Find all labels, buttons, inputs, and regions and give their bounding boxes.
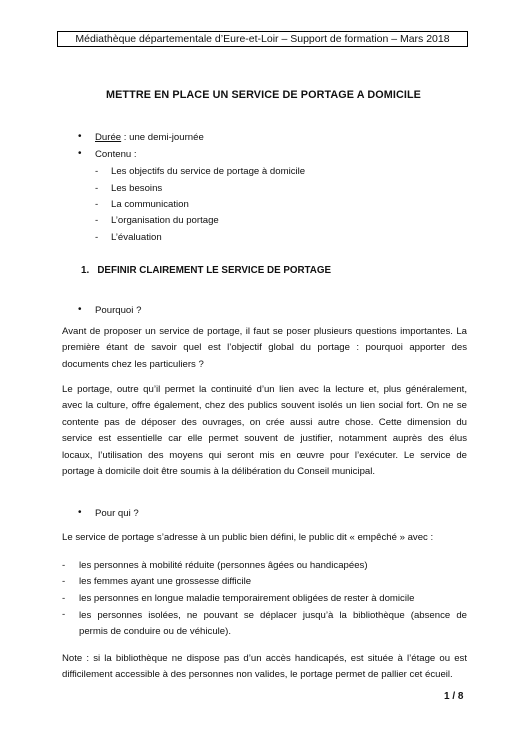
text-line: Le service de portage s’adresse à un public bien défini, le public dit « empêché » avec : xyxy=(62,532,434,543)
text-line: difficilement accessible à des personnes non valides, le portage permet de pallier cet écueil. xyxy=(62,669,453,681)
contenu-item: Les objectifs du service de portage à domicile xyxy=(111,166,306,177)
pourquoi-paragraph-1 xyxy=(62,324,467,373)
text-line: Avant de proposer un service de portage, il faut se poser plusieurs questions importantes. La xyxy=(62,326,467,337)
text-line: avec la culture, offre également, chez des publics souvent isolés un lien social fort. On ne se xyxy=(62,400,467,412)
section-number: 1. xyxy=(81,265,90,276)
contenu-item: L’évaluation xyxy=(111,232,162,243)
public-item: les femmes ayant une grossesse difficile xyxy=(79,576,252,587)
section-title: DEFINIR CLAIREMENT LE SERVICE DE PORTAGE xyxy=(97,265,332,276)
text-line: Le portage, outre qu’il permet la continuité d’un lien avec la lecture et, plus généralement, xyxy=(62,384,467,395)
text-line: locaux, l’utilisation des moyens qui seront mis en œuvre pour l’exécuter. Le service de xyxy=(62,449,467,461)
public-item: les personnes en longue maladie temporairement obligées de rester à domicile xyxy=(79,593,415,604)
dash-icon: - xyxy=(62,560,66,571)
section-heading xyxy=(81,265,331,276)
text-line: première étant de savoir quel est l’objectif global du portage : pourquoi apporter des xyxy=(62,342,467,354)
public-item: les personnes à mobilité réduite (personnes âgées ou handicapées) xyxy=(79,560,368,571)
bullet-icon: • xyxy=(78,507,82,518)
pourquoi-label: Pourquoi ? xyxy=(95,305,142,316)
dash-icon: - xyxy=(95,166,99,177)
public-item xyxy=(79,608,467,640)
dash-icon: - xyxy=(62,576,66,587)
text-line: portage à domicile doit être soumis à la délibération du Conseil municipal. xyxy=(62,466,376,478)
document-title: METTRE EN PLACE UN SERVICE DE PORTAGE A DOMICILE xyxy=(106,89,421,101)
duree-label: Durée xyxy=(95,132,122,143)
text-line: les personnes isolées, ne pouvant se déplacer jusqu’à la bibliothèque (absence de xyxy=(79,610,467,621)
dash-icon: - xyxy=(95,199,99,210)
dash-icon: - xyxy=(62,593,66,604)
contenu-item: L’organisation du portage xyxy=(111,215,219,226)
text-line: Note : si la bibliothèque ne dispose pas d’un accès handicapés, est située à l’étage ou est xyxy=(62,653,467,664)
text-line: permis de conduire ou de véhicule). xyxy=(79,626,231,637)
dash-icon: - xyxy=(95,215,99,226)
page-number: 1 / 8 xyxy=(444,691,464,702)
contenu-item: La communication xyxy=(111,199,189,210)
pourqui-intro xyxy=(62,530,467,546)
text-line: contente pas de déposer des ouvrages, on crée aussi autre chose. Cette dimension du xyxy=(62,416,467,428)
pourquoi-paragraph-2 xyxy=(62,382,467,480)
pourqui-label: Pour qui ? xyxy=(95,508,139,519)
bullet-icon: • xyxy=(78,148,82,159)
text-line: service est essentielle car elle permet souvent de justifier, notamment auprès des élus xyxy=(62,433,467,445)
contenu-label: Contenu : xyxy=(95,149,137,160)
bullet-icon: • xyxy=(78,304,82,315)
contenu-item: Les besoins xyxy=(111,183,163,194)
duree-line xyxy=(95,132,204,143)
dash-icon: - xyxy=(95,232,99,243)
note-paragraph xyxy=(62,651,467,684)
duree-value: : une demi-journée xyxy=(121,132,204,143)
dash-icon: - xyxy=(95,183,99,194)
bullet-icon: • xyxy=(78,131,82,142)
dash-icon: - xyxy=(62,609,66,620)
text-line: documents chez les particuliers ? xyxy=(62,358,204,370)
document-header: Médiathèque départementale d’Eure-et-Loir – Support de formation – Mars 2018 xyxy=(57,31,468,47)
